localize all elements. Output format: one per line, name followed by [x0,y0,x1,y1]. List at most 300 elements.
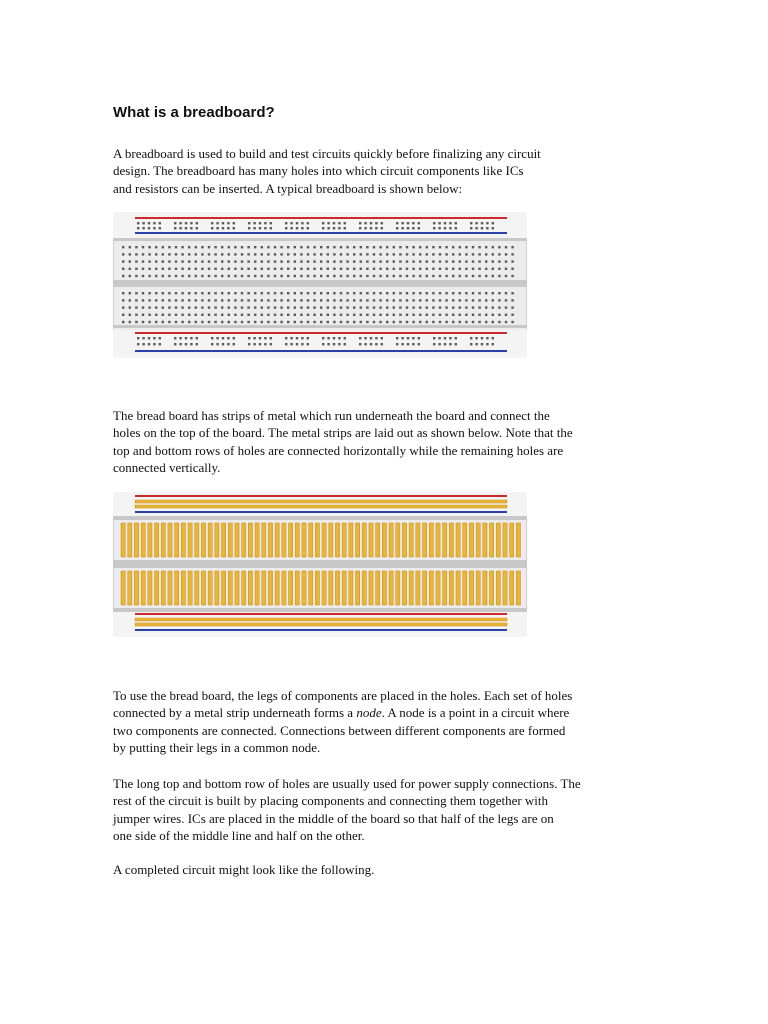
terminal-hole [399,306,401,308]
terminal-hole [214,299,216,301]
terminal-hole [195,260,197,262]
terminal-strip [188,523,192,557]
page-title: What is a breadboard? [113,104,275,121]
breadboard-image [113,212,527,358]
terminal-hole [346,321,348,323]
terminal-hole [135,321,137,323]
terminal-strip [228,571,232,605]
divider [113,608,527,612]
terminal-hole [155,314,157,316]
rail-hole [433,343,435,345]
terminal-hole [379,253,381,255]
terminal-hole [399,268,401,270]
terminal-strip [409,523,413,557]
terminal-hole [333,321,335,323]
terminal-hole [492,275,494,277]
rail-hole [248,337,250,339]
terminal-hole [320,306,322,308]
terminal-hole [419,253,421,255]
terminal-hole [155,253,157,255]
terminal-hole [175,260,177,262]
terminal-hole [228,306,230,308]
rail-hole [407,227,409,229]
terminal-hole [327,292,329,294]
breadboard-graphic [113,212,527,358]
terminal-strip [134,523,138,557]
rail-hole [174,337,176,339]
text-line [113,704,673,721]
terminal-hole [472,306,474,308]
terminal-hole [135,275,137,277]
terminal-hole [228,299,230,301]
terminal-strip [436,571,440,605]
text-line: holes on the top of the board. The metal strips are laid out as shown below. Note that the [113,425,573,441]
rail-hole [142,227,144,229]
terminal-hole [188,268,190,270]
terminal-hole [122,275,124,277]
terminal-hole [181,299,183,301]
terminal-hole [307,292,309,294]
terminal-hole [208,314,210,316]
rail-hole [381,227,383,229]
metal-strips-graphic [113,492,527,637]
terminal-hole [122,253,124,255]
rail-hole [270,337,272,339]
rail-hole [364,222,366,224]
terminal-strip [362,571,366,605]
rail-hole [196,222,198,224]
rail-hole [264,227,266,229]
rail-hole [285,222,287,224]
terminal-hole [155,260,157,262]
terminal-hole [313,275,315,277]
terminal-hole [465,306,467,308]
terminal-strip [463,571,467,605]
terminal-strip [248,523,252,557]
rail-hole [370,222,372,224]
terminal-hole [485,321,487,323]
rail-hole [444,227,446,229]
power-supply-paragraph [113,775,673,845]
terminal-hole [399,275,401,277]
terminal-hole [340,314,342,316]
terminal-hole [300,260,302,262]
terminal-hole [168,292,170,294]
terminal-hole [485,260,487,262]
terminal-hole [247,314,249,316]
terminal-strip [476,571,480,605]
terminal-hole [412,321,414,323]
terminal-hole [168,306,170,308]
terminal-hole [386,253,388,255]
rail-hole [253,337,255,339]
terminal-strip [389,523,393,557]
terminal-hole [195,306,197,308]
terminal-hole [412,299,414,301]
terminal-hole [142,246,144,248]
terminal-hole [459,314,461,316]
terminal-hole [300,246,302,248]
rail-hole [216,337,218,339]
terminal-hole [287,292,289,294]
terminal-hole [386,306,388,308]
rail-hole [455,222,457,224]
terminal-hole [353,292,355,294]
terminal-strip [429,523,433,557]
terminal-hole [201,275,203,277]
terminal-hole [478,246,480,248]
terminal-hole [228,260,230,262]
terminal-hole [294,292,296,294]
terminal-strip [201,571,205,605]
terminal-hole [274,246,276,248]
terminal-strip [356,571,360,605]
terminal-hole [142,260,144,262]
terminal-hole [142,321,144,323]
rail-hole [174,343,176,345]
terminal-hole [307,314,309,316]
terminal-strip [168,523,172,557]
rail-hole [375,227,377,229]
closing-paragraph [113,861,673,878]
terminal-hole [274,299,276,301]
terminal-hole [366,260,368,262]
terminal-hole [168,253,170,255]
terminal-strip [309,523,313,557]
terminal-hole [201,314,203,316]
text-line: connected vertically. [113,460,221,476]
rail-hole [486,343,488,345]
rail-hole [370,227,372,229]
terminal-hole [234,253,236,255]
rail-hole [248,222,250,224]
terminal-hole [294,314,296,316]
terminal-hole [406,292,408,294]
terminal-hole [307,253,309,255]
terminal-hole [280,253,282,255]
rail-hole [338,343,340,345]
rail-hole [370,337,372,339]
rail-hole [444,343,446,345]
terminal-hole [426,253,428,255]
terminal-hole [366,292,368,294]
terminal-hole [201,321,203,323]
terminal-hole [228,268,230,270]
terminal-hole [241,260,243,262]
rail-hole [418,222,420,224]
rail-hole [396,343,398,345]
terminal-hole [399,321,401,323]
terminal-strip [456,523,460,557]
terminal-hole [393,275,395,277]
rail-hole [396,227,398,229]
terminal-hole [261,299,263,301]
terminal-strip [483,571,487,605]
terminal-hole [274,275,276,277]
rail-hole [438,227,440,229]
terminal-hole [228,246,230,248]
rail-hole [381,337,383,339]
terminal-hole [175,299,177,301]
terminal-hole [406,314,408,316]
terminal-strip [295,571,299,605]
terminal-hole [148,292,150,294]
terminal-hole [327,306,329,308]
terminal-hole [320,314,322,316]
terminal-hole [498,306,500,308]
terminal-strip [235,571,239,605]
terminal-hole [214,275,216,277]
terminal-strip [396,523,400,557]
terminal-hole [452,253,454,255]
rail-hole [322,227,324,229]
rail-hole [486,337,488,339]
rail-hole [227,222,229,224]
terminal-hole [300,306,302,308]
divider [113,238,527,241]
terminal-hole [162,260,164,262]
text-line: jumper wires. ICs are placed in the middle of the board so that half of the legs are on [113,810,554,826]
terminal-hole [393,306,395,308]
terminal-hole [393,246,395,248]
terminal-hole [373,292,375,294]
terminal-hole [247,253,249,255]
node-term: node [356,705,382,721]
rail-hole [338,337,340,339]
terminal-hole [373,268,375,270]
rail-hole [259,337,261,339]
terminal-strip [309,571,313,605]
rail-hole [475,337,477,339]
rail-hole [233,337,235,339]
terminal-hole [221,246,223,248]
rail-hole [174,227,176,229]
rail-hole [222,227,224,229]
terminal-hole [406,246,408,248]
terminal-strip [490,523,494,557]
terminal-strip [268,523,272,557]
terminal-hole [353,306,355,308]
terminal-hole [439,321,441,323]
terminal-hole [366,306,368,308]
rail-hole [259,343,261,345]
text-line: To use the bread board, the legs of components are placed in the holes. Each set of holes [113,688,573,703]
terminal-hole [155,321,157,323]
terminal-hole [346,260,348,262]
rail-hole [233,227,235,229]
rail-hole [148,222,150,224]
terminal-hole [221,253,223,255]
terminal-hole [129,275,131,277]
terminal-hole [287,246,289,248]
terminal-strip [181,571,185,605]
terminal-hole [353,314,355,316]
terminal-strip [195,523,199,557]
rail-hole [481,227,483,229]
terminal-strip [289,571,293,605]
terminal-strip [228,523,232,557]
rail-hole [333,227,335,229]
terminal-hole [485,275,487,277]
terminal-hole [280,314,282,316]
terminal-hole [175,246,177,248]
terminal-strip [248,571,252,605]
terminal-hole [280,306,282,308]
terminal-hole [135,246,137,248]
terminal-hole [162,306,164,308]
terminal-hole [452,314,454,316]
terminal-hole [472,299,474,301]
terminal-hole [353,268,355,270]
rail-hole [248,343,250,345]
terminal-hole [280,246,282,248]
terminal-hole [188,306,190,308]
terminal-hole [254,246,256,248]
terminal-hole [452,321,454,323]
terminal-hole [280,321,282,323]
terminal-hole [241,246,243,248]
terminal-strip [376,523,380,557]
terminal-hole [353,299,355,301]
terminal-hole [498,246,500,248]
terminal-hole [445,275,447,277]
terminal-hole [340,246,342,248]
divider [113,325,527,328]
terminal-hole [241,268,243,270]
terminal-hole [412,260,414,262]
terminal-strip [436,523,440,557]
terminal-hole [406,253,408,255]
terminal-hole [333,275,335,277]
terminal-strip [416,571,420,605]
terminal-hole [498,299,500,301]
terminal-hole [379,260,381,262]
terminal-hole [439,260,441,262]
terminal-strip [148,523,152,557]
terminal-strip [516,523,520,557]
terminal-hole [492,260,494,262]
terminal-hole [373,246,375,248]
terminal-hole [162,246,164,248]
terminal-hole [333,306,335,308]
power-strip [135,505,507,508]
rail-hole [449,222,451,224]
terminal-hole [267,260,269,262]
rail-hole [492,343,494,345]
terminal-hole [465,314,467,316]
terminal-strip [356,523,360,557]
terminal-hole [234,306,236,308]
terminal-hole [261,275,263,277]
terminal-strip [322,571,326,605]
terminal-hole [478,292,480,294]
terminal-hole [465,253,467,255]
terminal-hole [492,321,494,323]
terminal-hole [333,314,335,316]
terminal-hole [188,299,190,301]
terminal-hole [287,268,289,270]
terminal-hole [181,275,183,277]
rail-hole [455,227,457,229]
terminal-strip [275,571,279,605]
terminal-hole [287,321,289,323]
terminal-hole [327,314,329,316]
terminal-hole [122,246,124,248]
terminal-hole [333,268,335,270]
terminal-hole [426,292,428,294]
rail-hole [327,337,329,339]
rail-hole [148,227,150,229]
terminal-strip [262,523,266,557]
terminal-hole [360,299,362,301]
terminal-hole [439,314,441,316]
rail-hole [253,222,255,224]
terminal-hole [181,292,183,294]
terminal-hole [366,246,368,248]
terminal-strip [315,523,319,557]
terminal-hole [267,253,269,255]
terminal-hole [320,275,322,277]
terminal-hole [432,246,434,248]
terminal-hole [439,246,441,248]
rail-hole [455,337,457,339]
rail-hole [185,343,187,345]
terminal-hole [320,260,322,262]
terminal-hole [379,299,381,301]
terminal-hole [168,321,170,323]
terminal-hole [294,260,296,262]
terminal-hole [452,306,454,308]
terminal-hole [393,299,395,301]
rail-hole [307,337,309,339]
terminal-hole [274,314,276,316]
terminal-hole [129,299,131,301]
terminal-hole [208,306,210,308]
terminal-hole [214,292,216,294]
rail-hole [185,227,187,229]
terminal-hole [346,268,348,270]
terminal-hole [445,306,447,308]
terminal-hole [195,246,197,248]
terminal-hole [195,292,197,294]
terminal-strip [389,571,393,605]
terminal-strip [510,523,514,557]
terminal-hole [261,253,263,255]
terminal-hole [129,260,131,262]
terminal-strip [362,523,366,557]
terminal-hole [366,321,368,323]
rail-hole [364,337,366,339]
rail-hole [153,222,155,224]
terminal-hole [445,292,447,294]
terminal-hole [261,268,263,270]
terminal-hole [247,299,249,301]
terminal-strip [128,571,132,605]
terminal-hole [485,292,487,294]
rail-hole [433,227,435,229]
rail-hole [475,227,477,229]
terminal-hole [492,246,494,248]
terminal-hole [129,306,131,308]
terminal-strip [469,523,473,557]
rail-hole [248,227,250,229]
terminal-hole [498,314,500,316]
rail-hole [270,343,272,345]
terminal-hole [201,292,203,294]
terminal-hole [360,306,362,308]
rail-hole [148,343,150,345]
terminal-hole [465,275,467,277]
